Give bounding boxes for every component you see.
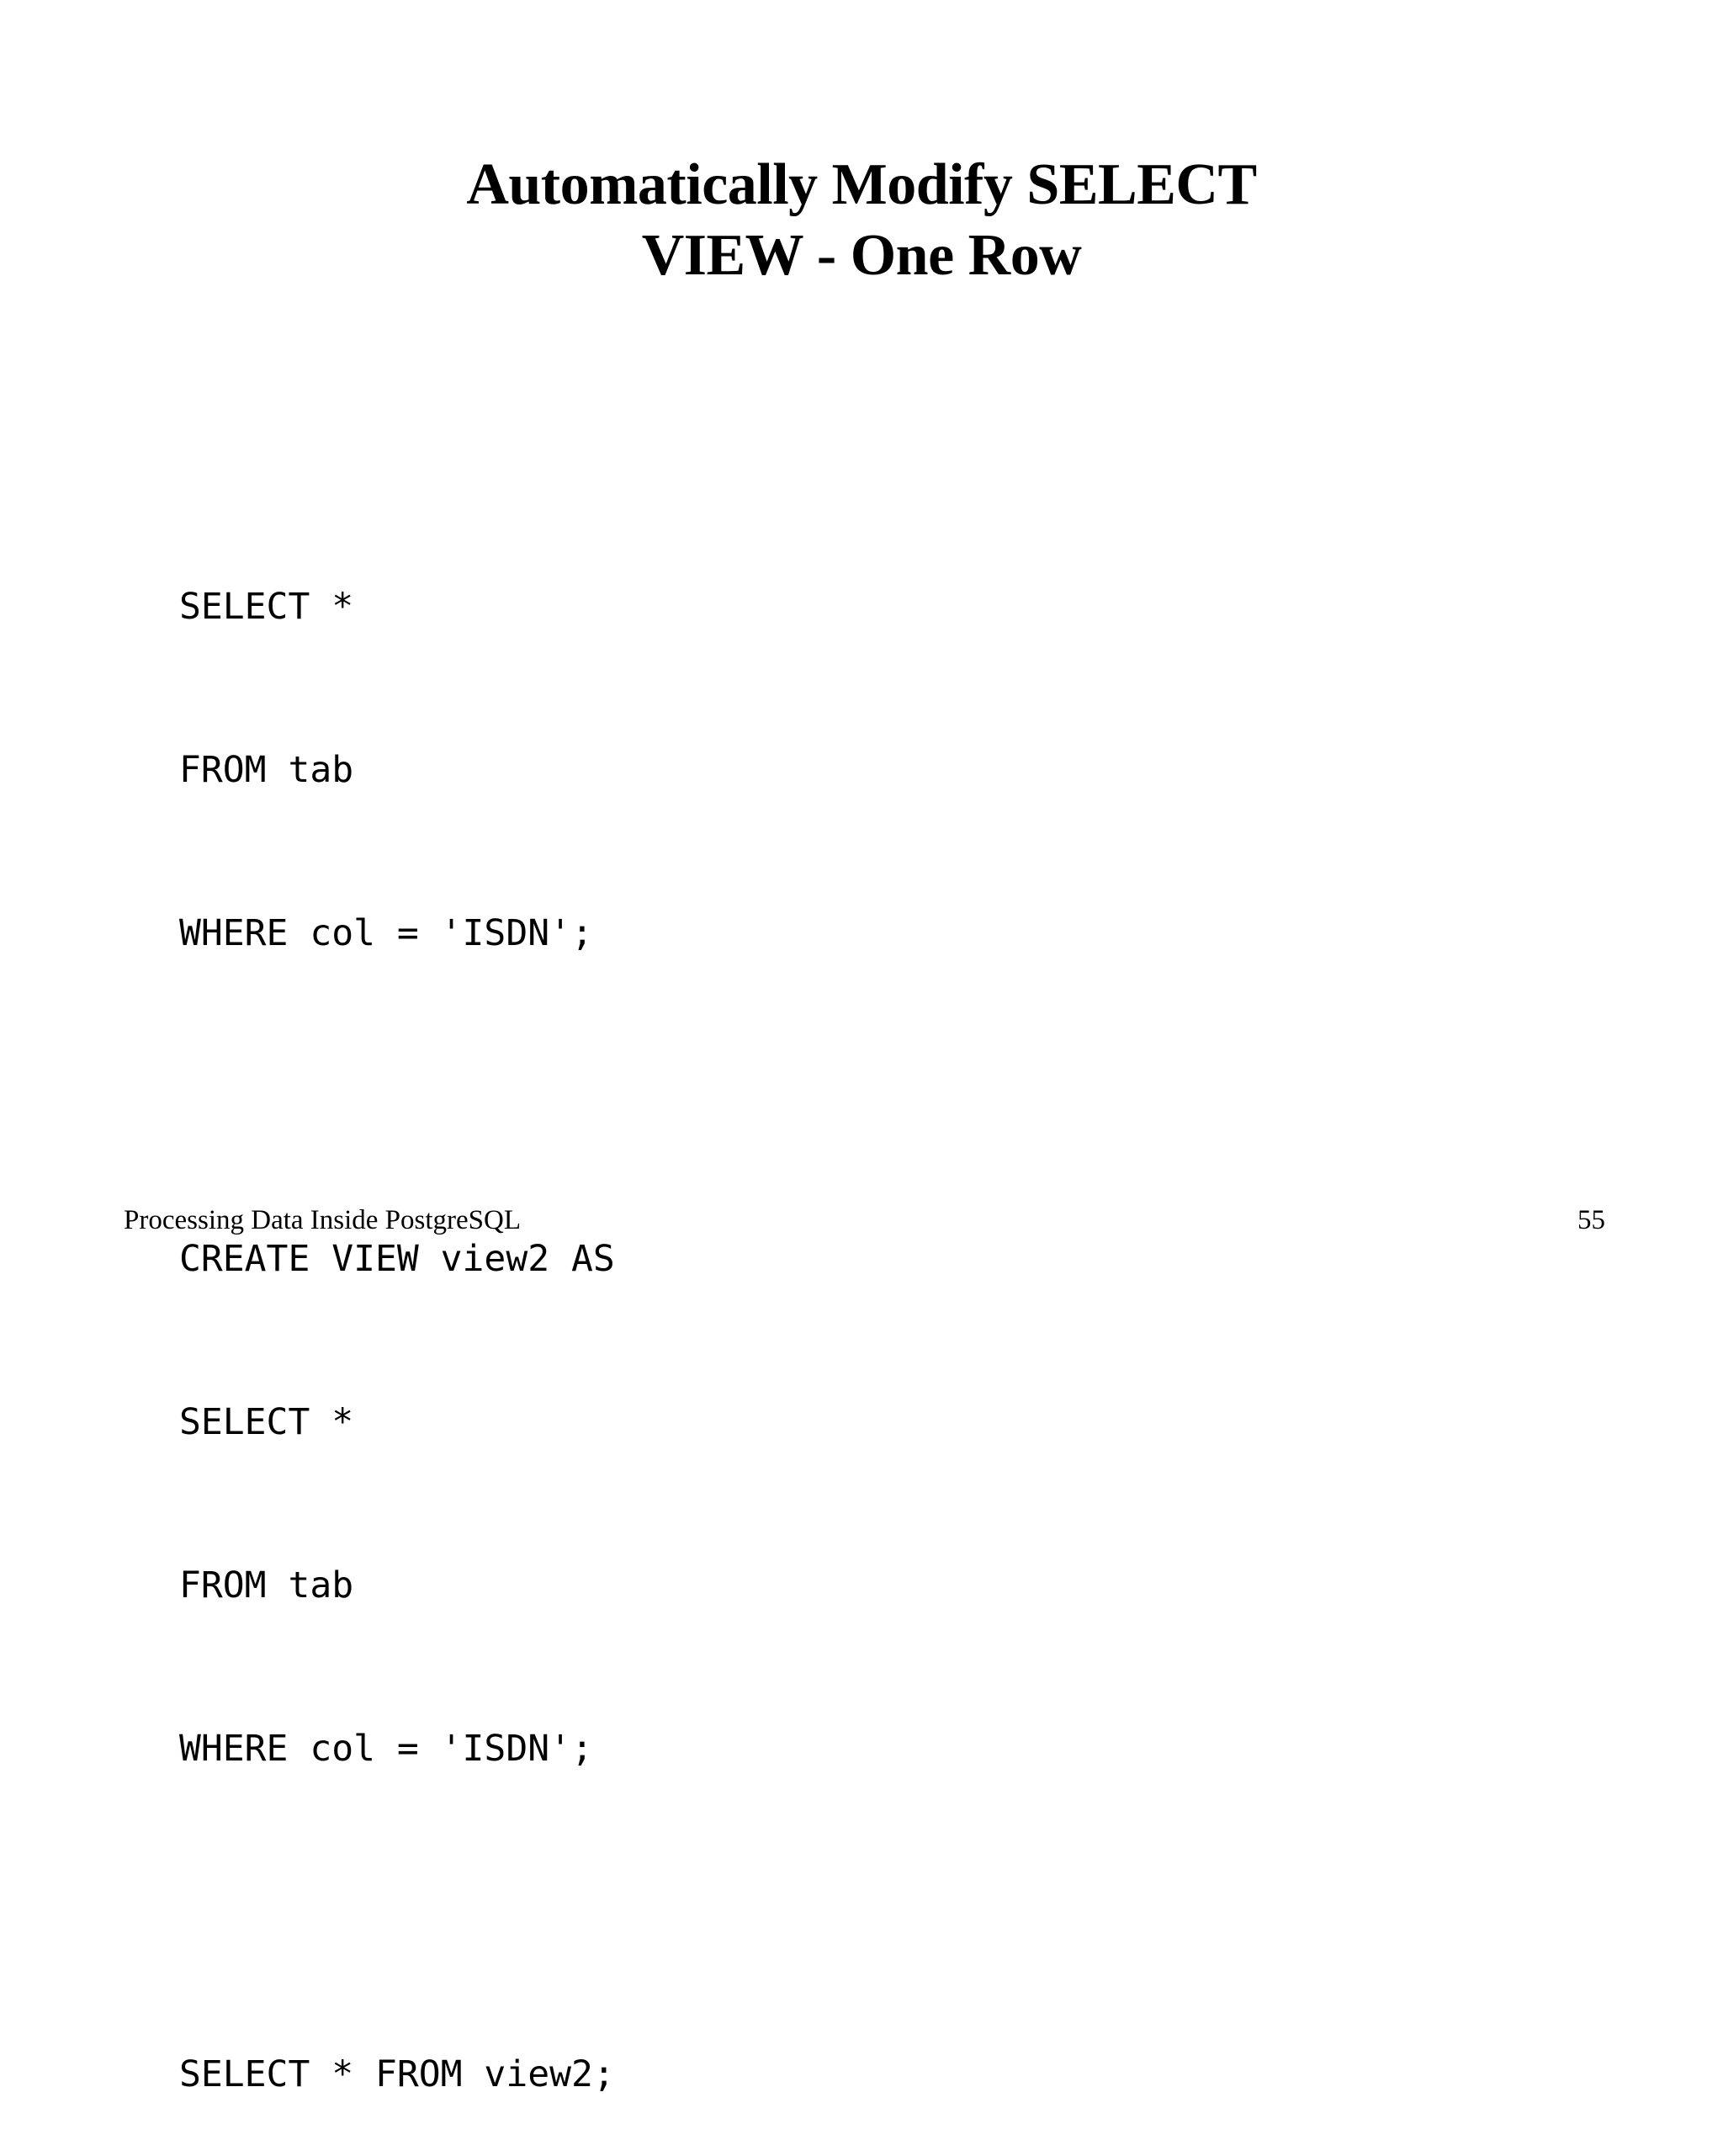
code-line: WHERE col = 'ISDN'; (179, 911, 593, 954)
code-line: FROM tab (179, 1564, 354, 1606)
slide-title (0, 150, 1723, 291)
slide-title-line-1: Automatically Modify SELECT (466, 152, 1257, 217)
code-line: CREATE VIEW view2 AS (179, 1238, 615, 1281)
code-line: SELECT * (179, 1401, 354, 1444)
slide-title-line-2: VIEW - One Row (641, 223, 1082, 288)
code-line: WHERE col = 'ISDN'; (179, 1727, 593, 1770)
footer-page-number: 55 (1577, 1205, 1605, 1235)
code-line (179, 1070, 615, 1124)
code-line: SELECT * (179, 586, 354, 629)
sql-code-block (179, 471, 615, 2156)
footer-presentation-title: Processing Data Inside PostgreSQL (124, 1205, 522, 1235)
code-line (179, 1884, 615, 1939)
code-line: SELECT * FROM view2; (179, 2053, 615, 2096)
code-line: FROM tab (179, 748, 354, 791)
